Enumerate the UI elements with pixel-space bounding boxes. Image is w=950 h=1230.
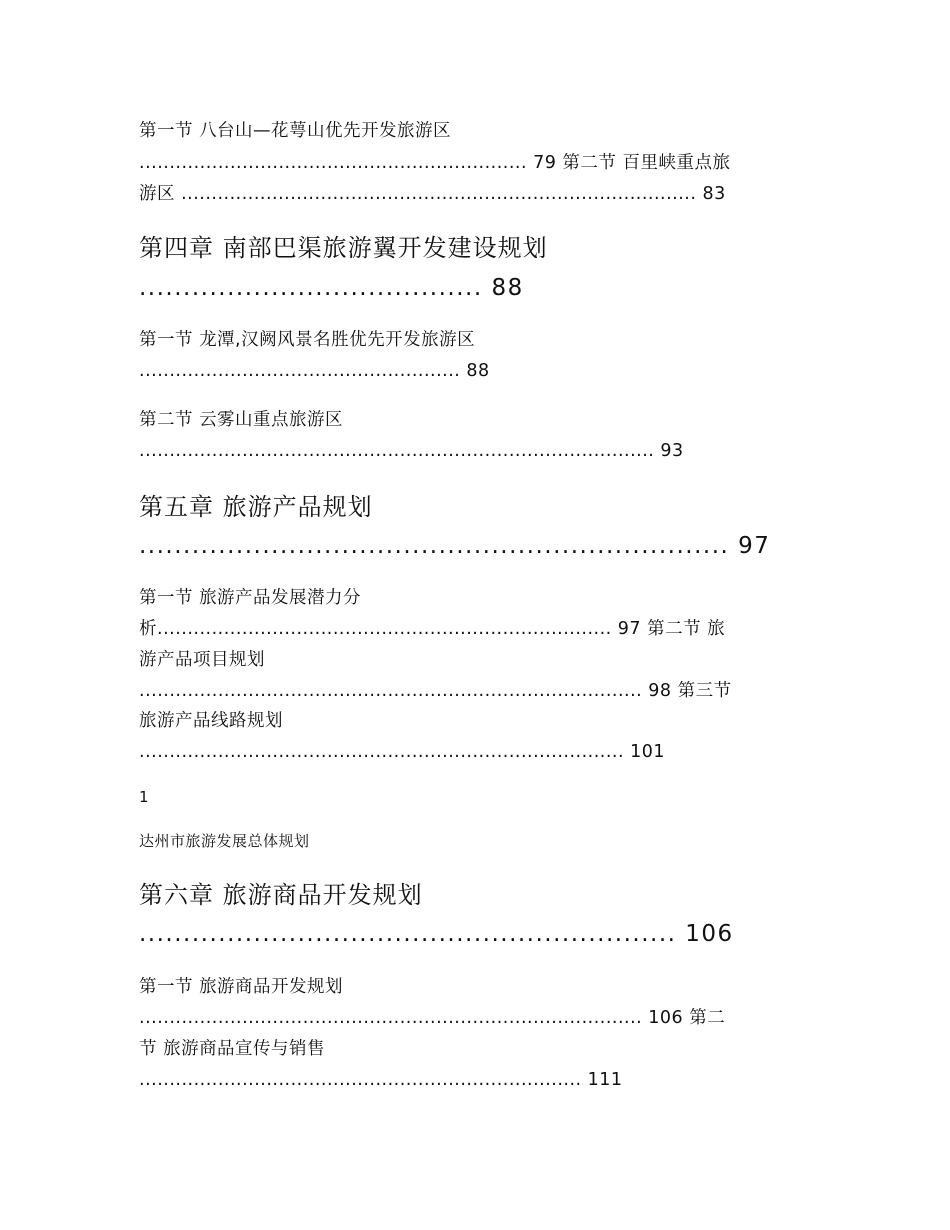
toc-section-line: 第二节 云雾山重点旅游区 [139, 410, 344, 430]
toc-section-line: ................................................................................... 98 第三节 [139, 681, 732, 701]
toc-chapter-dots: ............................................................. 106 [139, 921, 734, 947]
toc-chapter-title: 第四章 南部巴渠旅游翼开发建设规划 [139, 234, 548, 262]
toc-section-line: 第一节 旅游商品开发规划 [139, 977, 344, 997]
toc-section-line: ..................................................................................... 93 [139, 441, 684, 461]
toc-section-line: ................................................................................... 106 第二 [139, 1008, 726, 1028]
toc-chapter-dots: ....................................... 88 [139, 275, 524, 301]
toc-section-line: 游区 ..................................................................................... 83 [139, 184, 726, 204]
toc-section-line: 旅游产品线路规划 [139, 711, 283, 731]
toc-chapter-dots: ................................................................... 97 [139, 533, 771, 559]
toc-chapter-title: 第六章 旅游商品开发规划 [139, 881, 423, 909]
toc-section-line: ................................................................ 79 第二节 百里峡重点旅 [139, 153, 731, 173]
toc-section-line: ................................................................................ 101 [139, 742, 665, 762]
toc-section-line: 析........................................................................... 97 第二节 旅 [139, 619, 726, 639]
page-number: 1 [139, 788, 150, 806]
toc-chapter-title: 第五章 旅游产品规划 [139, 493, 373, 521]
toc-section-line: 第一节 八台山—花萼山优先开发旅游区 [139, 121, 452, 141]
toc-section-line: 节 旅游商品宣传与销售 [139, 1039, 326, 1059]
running-header-title: 达州市旅游发展总体规划 [139, 832, 310, 850]
toc-section-line: 第一节 旅游产品发展潜力分 [139, 588, 362, 608]
toc-section-line: ......................................................................... 111 [139, 1070, 623, 1090]
toc-section-line: ..................................................... 88 [139, 361, 490, 381]
toc-section-line: 第一节 龙潭,汉阙风景名胜优先开发旅游区 [139, 330, 476, 350]
toc-section-line: 游产品项目规划 [139, 650, 265, 670]
